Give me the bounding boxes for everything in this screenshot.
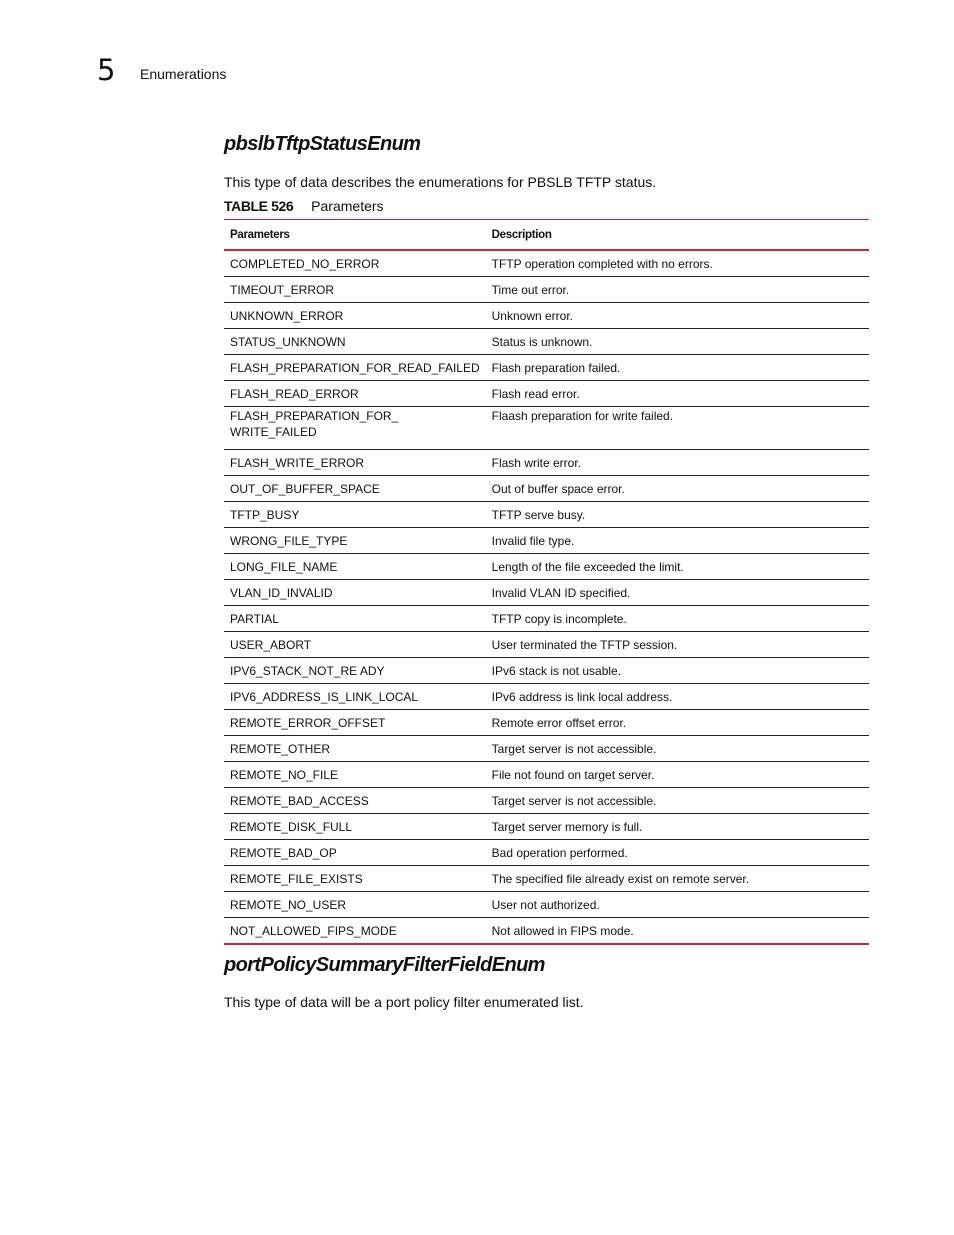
section-heading-pbslb: pbslbTftpStatusEnum [224,133,421,155]
table-row [224,528,869,554]
table-header-row [224,220,869,251]
table-row [224,658,869,684]
cell-parameter: FLASH_WRITE_ERROR [224,450,486,476]
cell-description: TFTP serve busy. [486,502,869,528]
cell-parameter: REMOTE_ERROR_OFFSET [224,710,486,736]
cell-description: Time out error. [486,277,869,303]
cell-description: Flaash preparation for write failed. [486,407,869,450]
cell-description: Target server memory is full. [486,814,869,840]
cell-description: Invalid file type. [486,528,869,554]
cell-description: Remote error offset error. [486,710,869,736]
cell-description: TFTP copy is incomplete. [486,606,869,632]
cell-description: User not authorized. [486,892,869,918]
cell-description: Bad operation performed. [486,840,869,866]
cell-parameter: STATUS_UNKNOWN [224,329,486,355]
column-header-description: Description [486,220,869,251]
cell-parameter: REMOTE_BAD_OP [224,840,486,866]
cell-description: User terminated the TFTP session. [486,632,869,658]
cell-description: Length of the file exceeded the limit. [486,554,869,580]
cell-parameter: UNKNOWN_ERROR [224,303,486,329]
cell-description: Not allowed in FIPS mode. [486,918,869,945]
cell-description: Flash preparation failed. [486,355,869,381]
table-label: TABLE 526 [224,198,294,214]
cell-description: Target server is not accessible. [486,736,869,762]
cell-description: The specified file already exist on remote server. [486,866,869,892]
cell-parameter: REMOTE_OTHER [224,736,486,762]
table-row [224,580,869,606]
table-row [224,502,869,528]
table-row [224,684,869,710]
table-row [224,866,869,892]
cell-description: TFTP operation completed with no errors. [486,250,869,277]
cell-parameter: FLASH_PREPARATION_FOR_READ_FAILED [224,355,486,381]
cell-description: IPv6 stack is not usable. [486,658,869,684]
table-caption-text: Parameters [311,198,384,214]
cell-parameter: FLASH_PREPARATION_FOR_ WRITE_FAILED [224,407,486,450]
table-row [224,329,869,355]
cell-parameter: FLASH_READ_ERROR [224,381,486,407]
table-row [224,407,869,450]
cell-parameter: REMOTE_DISK_FULL [224,814,486,840]
cell-description: Status is unknown. [486,329,869,355]
table-row [224,303,869,329]
table-row [224,277,869,303]
cell-parameter: TFTP_BUSY [224,502,486,528]
table-row [224,892,869,918]
table-row [224,606,869,632]
table-row [224,788,869,814]
table-row [224,355,869,381]
table-row [224,632,869,658]
cell-parameter: TIMEOUT_ERROR [224,277,486,303]
cell-description: Invalid VLAN ID specified. [486,580,869,606]
table-row [224,840,869,866]
cell-description: Flash read error. [486,381,869,407]
table-row [224,736,869,762]
cell-parameter: REMOTE_BAD_ACCESS [224,788,486,814]
cell-description: Out of buffer space error. [486,476,869,502]
section-heading-portpolicy: portPolicySummaryFilterFieldEnum [224,954,545,976]
column-header-parameters: Parameters [224,220,486,251]
table-row [224,476,869,502]
cell-parameter: REMOTE_NO_FILE [224,762,486,788]
cell-parameter: IPV6_ADDRESS_IS_LINK_LOCAL [224,684,486,710]
table-row [224,814,869,840]
cell-parameter: REMOTE_NO_USER [224,892,486,918]
cell-parameter: NOT_ALLOWED_FIPS_MODE [224,918,486,945]
cell-description: IPv6 address is link local address. [486,684,869,710]
table-row [224,762,869,788]
table-row [224,918,869,945]
cell-parameter: IPV6_STACK_NOT_RE ADY [224,658,486,684]
parameters-table [224,219,869,945]
section-description-portpolicy: This type of data will be a port policy filter enumerated list. [224,994,584,1010]
cell-description: File not found on target server. [486,762,869,788]
cell-parameter: PARTIAL [224,606,486,632]
cell-parameter: LONG_FILE_NAME [224,554,486,580]
cell-parameter: WRONG_FILE_TYPE [224,528,486,554]
cell-parameter: REMOTE_FILE_EXISTS [224,866,486,892]
cell-parameter: VLAN_ID_INVALID [224,580,486,606]
chapter-title: Enumerations [140,66,227,82]
cell-description: Flash write error. [486,450,869,476]
section-description-pbslb: This type of data describes the enumerations for PBSLB TFTP status. [224,174,657,190]
chapter-number: 5 [97,53,116,87]
table-row [224,554,869,580]
table-caption [224,197,384,215]
cell-parameter: USER_ABORT [224,632,486,658]
cell-description: Unknown error. [486,303,869,329]
cell-parameter: COMPLETED_NO_ERROR [224,250,486,277]
cell-parameter: OUT_OF_BUFFER_SPACE [224,476,486,502]
table-row [224,381,869,407]
table-row [224,450,869,476]
table-row [224,710,869,736]
cell-description: Target server is not accessible. [486,788,869,814]
table-row [224,250,869,277]
